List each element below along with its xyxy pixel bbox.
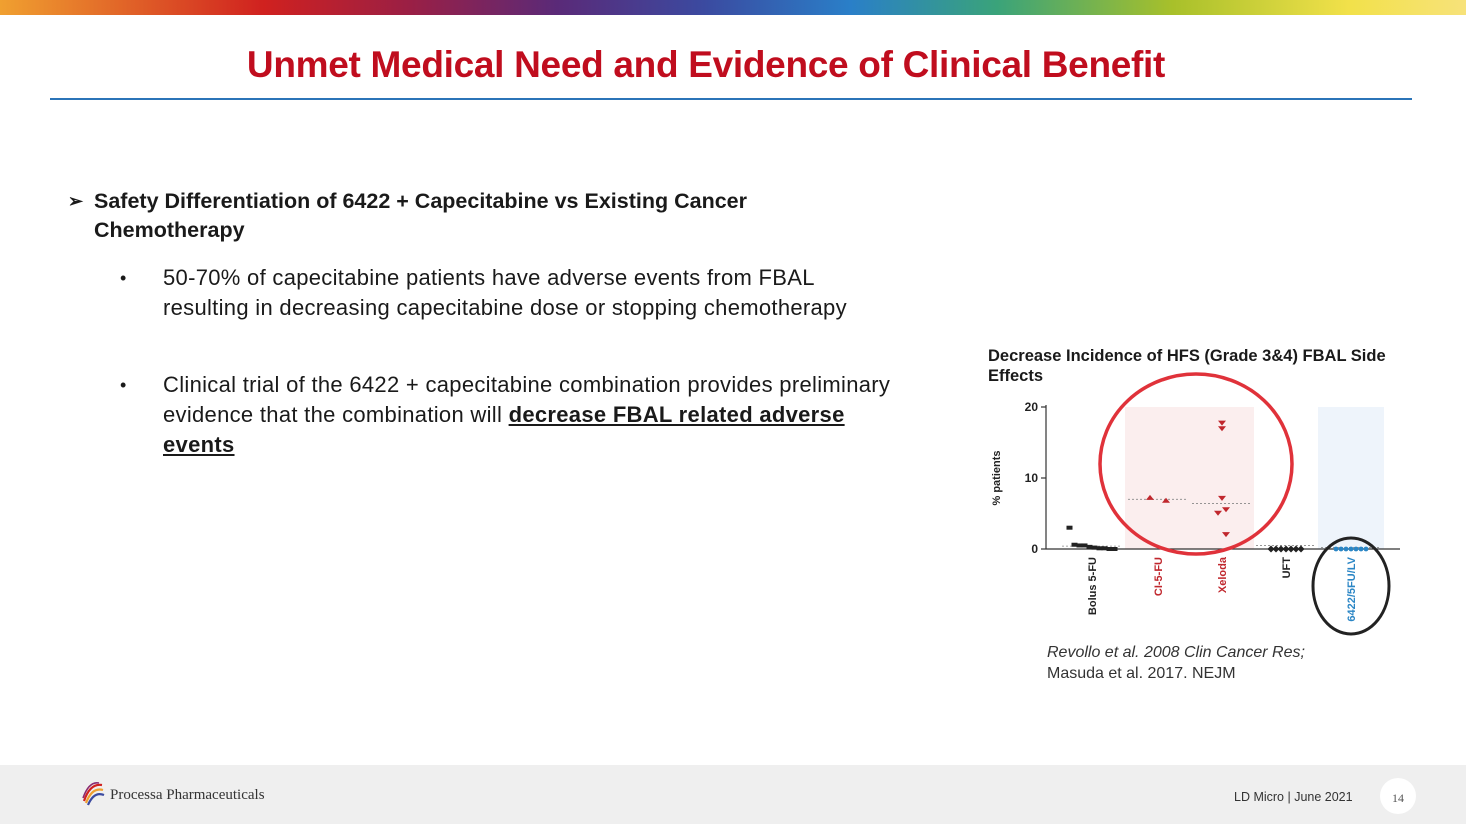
category-label: UFT — [1281, 557, 1293, 579]
chart-title: Decrease Incidence of HFS (Grade 3&4) FBAL Side Effects — [988, 347, 1386, 385]
y-tick-label: 10 — [1024, 471, 1038, 485]
data-point — [1349, 547, 1354, 552]
arrow-bullet-icon: ➢ — [68, 191, 84, 211]
category-label: Bolus 5-FU — [1087, 557, 1099, 616]
sub-bullet-1 — [120, 263, 900, 323]
citation — [1047, 642, 1305, 684]
main-bullet-text: Safety Differentiation of 6422 + Capecitabine vs Existing Cancer Chemotherapy — [94, 189, 747, 242]
data-point — [1359, 547, 1364, 552]
y-tick-label: 20 — [1024, 400, 1038, 414]
y-tick-label: 0 — [1031, 542, 1038, 556]
data-point — [1339, 547, 1344, 552]
sub-bullet-2-lead: Clinical trial of the 6422 + capecitabine combination provides preliminary evidence that the combination will — [163, 372, 891, 427]
red-highlight-band — [1125, 407, 1254, 549]
sub-bullet-1-text: 50-70% of capecitabine patients have adverse events from FBAL resulting in decreasing capecitabine dose or stopping chemotherapy — [163, 265, 847, 320]
sub-bullet-2-emphasis: decrease FBAL related adverse events — [163, 402, 845, 457]
citation-line-2: Masuda et al. 2017. NEJM — [1047, 665, 1236, 682]
sub-bullet-2-text — [163, 370, 900, 460]
sub-bullet-2 — [120, 370, 900, 460]
page-number: 14 — [1380, 778, 1416, 814]
category-label: CI-5-FU — [1153, 557, 1165, 597]
dot-bullet-icon: • — [120, 268, 127, 288]
y-axis-label: % patients — [991, 450, 1003, 506]
main-bullet — [68, 187, 858, 245]
data-point — [1364, 547, 1369, 552]
data-point — [1344, 547, 1349, 552]
hfs-chart — [980, 390, 1420, 650]
category-label: 6422/5FU/LV — [1346, 557, 1358, 622]
top-gradient-bar — [0, 0, 1466, 15]
blue-highlight-band — [1318, 407, 1384, 549]
processa-logo-icon — [80, 781, 106, 807]
data-point — [1067, 526, 1073, 530]
company-name: Processa Pharmaceuticals — [110, 787, 265, 803]
citation-line-1: Revollo et al. 2008 Clin Cancer Res; — [1047, 644, 1305, 661]
event-label: LD Micro | June 2021 — [1234, 790, 1353, 804]
data-point — [1298, 546, 1305, 553]
dot-bullet-icon: • — [120, 375, 127, 395]
data-point — [1354, 547, 1359, 552]
slide-title: Unmet Medical Need and Evidence of Clinical Benefit — [246, 44, 1166, 85]
data-point — [1112, 547, 1118, 551]
category-label: Xeloda — [1217, 557, 1229, 594]
data-point — [1334, 547, 1339, 552]
title-divider — [50, 98, 1412, 100]
